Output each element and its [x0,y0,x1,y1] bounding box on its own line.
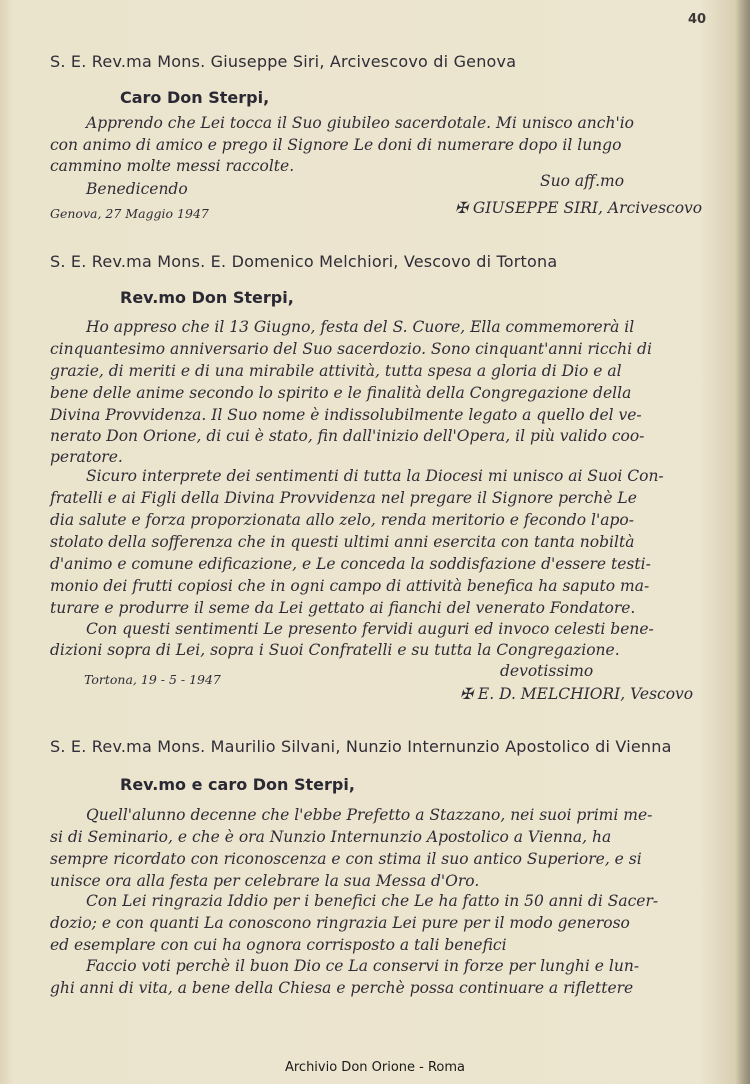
letter-line: dozio; e con quanti La conoscono ringrazia Lei pure per il modo generoso [50,914,630,932]
letter-line: grazie, di meriti e di una mirabile attività, tutta spesa a gloria di Dio e al [50,362,622,380]
letter-salutation: Rev.mo e caro Don Sterpi, [120,775,355,794]
letter-line: cinquantesimo anniversario del Suo sacerdozio. Sono cinquant'anni ricchi di [50,340,652,358]
letter-line: Benedicendo [86,180,188,198]
letter-line: Divina Provvidenza. Il Suo nome è indissolubilmente legato a quello del ve- [50,406,642,424]
letter-line: si di Seminario, e che è ora Nunzio Internunzio Apostolico a Vienna, ha [50,828,612,846]
letter-line: monio dei frutti copiosi che in ogni campo di attività benefica ha saputo ma- [50,577,650,595]
letter-header: S. E. Rev.ma Mons. E. Domenico Melchiori, Vescovo di Tortona [50,252,558,271]
letter-line: Apprendo che Lei tocca il Suo giubileo sacerdotale. Mi unisco anch'io [86,114,634,132]
letter-line: sempre ricordato con riconoscenza e con stima il suo antico Superiore, e si [50,850,642,868]
letter-line: Faccio voti perchè il buon Dio ce La conservi in forze per lunghi e lun- [86,957,640,975]
place-date: Genova, 27 Maggio 1947 [50,206,209,221]
letter-header: S. E. Rev.ma Mons. Maurilio Silvani, Nunzio Internunzio Apostolico di Vienna [50,737,672,756]
letter-signature: ✠ GIUSEPPE SIRI, Arcivescovo [455,199,703,217]
letter-salutation: Rev.mo Don Sterpi, [120,288,294,307]
letter-line: Quell'alunno decenne che l'ebbe Prefetto a Stazzano, nei suoi primi me- [86,806,653,824]
letter-line: Sicuro interprete dei sentimenti di tutta la Diocesi mi unisco ai Suoi Con- [86,467,664,485]
letter-header: S. E. Rev.ma Mons. Giuseppe Siri, Arcivescovo di Genova [50,52,517,71]
letter-line: Con Lei ringrazia Iddio per i benefici che Le ha fatto in 50 anni di Sacer- [86,892,659,910]
letter-signature: ✠ E. D. MELCHIORI, Vescovo [460,685,694,703]
letter-line: ghi anni di vita, a bene della Chiesa e perchè possa continuare a riflettere [50,979,634,997]
archive-footer: Archivio Don Orione - Roma [284,1060,466,1075]
letter-line: bene delle anime secondo lo spirito e le finalità della Congregazione della [50,384,632,402]
letter-line: fratelli e ai Figli della Divina Provvidenza nel pregare il Signore perchè Le [50,489,637,507]
letter-line: dia salute e forza proporzionata allo zelo, renda meritorio e fecondo l'apo- [50,511,634,529]
page-edge-shadow [736,0,750,1084]
letter-line: cammino molte messi raccolte. [50,157,295,175]
letter-closing: devotissimo [500,662,594,680]
letter-line: d'animo e comune edificazione, e Le conceda la soddisfazione d'essere testi- [50,555,651,573]
letter-salutation: Caro Don Sterpi, [120,88,270,107]
letter-line: dizioni sopra di Lei, sopra i Suoi Confratelli e su tutta la Congregazione. [50,641,620,659]
letter-line: peratore. [50,448,123,466]
letter-line: Con questi sentimenti Le presento fervidi auguri ed invoco celesti bene- [86,620,654,638]
letter-line: ed esemplare con cui ha ognora corrisposto a tali benefici [50,936,507,954]
letter-line: con animo di amico e prego il Signore Le doni di numerare dopo il lungo [50,136,622,154]
letter-line: turare e produrre il seme da Lei gettato ai fianchi del venerato Fondatore. [50,599,636,617]
place-date: Tortona, 19 - 5 - 1947 [84,672,221,687]
page-number: 40 [688,12,707,27]
letter-line: stolato della sofferenza che in questi ultimi anni esercita con tanta nobiltà [50,533,635,551]
letter-line: Ho appreso che il 13 Giugno, festa del S. Cuore, Ella commemorerà il [86,318,635,336]
letter-line: unisce ora alla festa per celebrare la sua Messa d'Oro. [50,872,480,890]
letter-line: nerato Don Orione, di cui è stato, fin dall'inizio dell'Opera, il più valido coo- [50,427,645,445]
letter-closing: Suo aff.mo [540,172,625,190]
